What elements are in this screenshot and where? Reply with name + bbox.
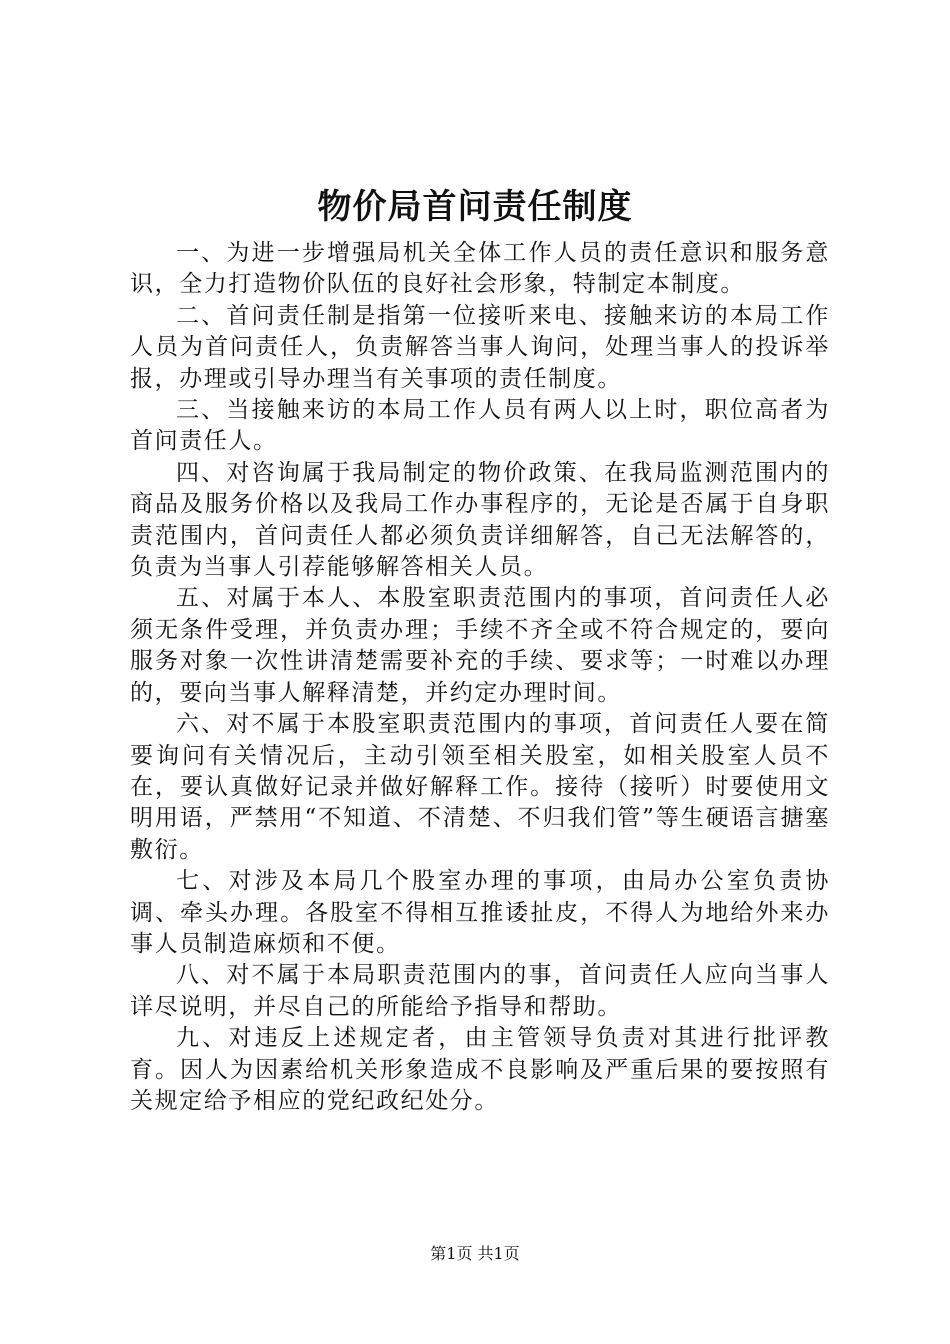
paragraph-9: 九、对违反上述规定者，由主管领导负责对其进行批评教育。因人为因素给机关形象造成不良影响及严重后果的要按照有关规定给予相应的党纪政纪处分。: [130, 1025, 830, 1114]
paragraph-7: 七、对涉及本局几个股室办理的事项，由局办公室负责协调、牵头办理。各股室不得相互推诿扯皮，不得人为地给外来办事人员制造麻烦和不便。: [130, 868, 830, 957]
page-number-footer: 第1页 共1页: [430, 1244, 520, 1263]
document-body: [130, 238, 830, 1117]
paragraph-3: 三、当接触来访的本局工作人员有两人以上时，职位高者为首问责任人。: [130, 397, 830, 455]
paragraph-2: 二、首问责任制是指第一位接听来电、接触来访的本局工作人员为首问责任人，负责解答当事人询问，处理当事人的投诉举报，办理或引导办理当有关事项的责任制度。: [130, 302, 830, 392]
document-title: 物价局首问责任制度: [317, 187, 633, 227]
paragraph-4: 四、对咨询属于我局制定的物价政策、在我局监测范围内的商品及服务价格以及我局工作办事程序的，无论是否属于自身职责范围内，首问责任人都必须负责详细解答，自己无法解答的，负责为当事人引荐能够解答相关人员。: [130, 459, 830, 581]
paragraph-5: 五、对属于本人、本股室职责范围内的事项，首问责任人必须无条件受理，并负责办理；手续不齐全或不符合规定的，要向服务对象一次性讲清楚需要补充的手续、要求等；一时难以办理的，要向当事人解释清楚，并约定办理时间。: [130, 585, 830, 706]
paragraph-1: 一、为进一步增强局机关全体工作人员的责任意识和服务意识，全力打造物价队伍的良好社会形象，特制定本制度。: [130, 240, 830, 298]
paragraph-6: 六、对不属于本股室职责范围内的事项，首问责任人要在简要询问有关情况后，主动引领至相关股室，如相关股室人员不在，要认真做好记录并做好解释工作。接待（接听）时要使用文明用语，严禁用“不知道、不清楚、不归我们管”等生硬语言搪塞敷衍。: [130, 711, 830, 863]
paragraph-8: 八、对不属于本局职责范围内的事，首问责任人应向当事人详尽说明，并尽自己的所能给予指导和帮助。: [130, 962, 830, 1020]
